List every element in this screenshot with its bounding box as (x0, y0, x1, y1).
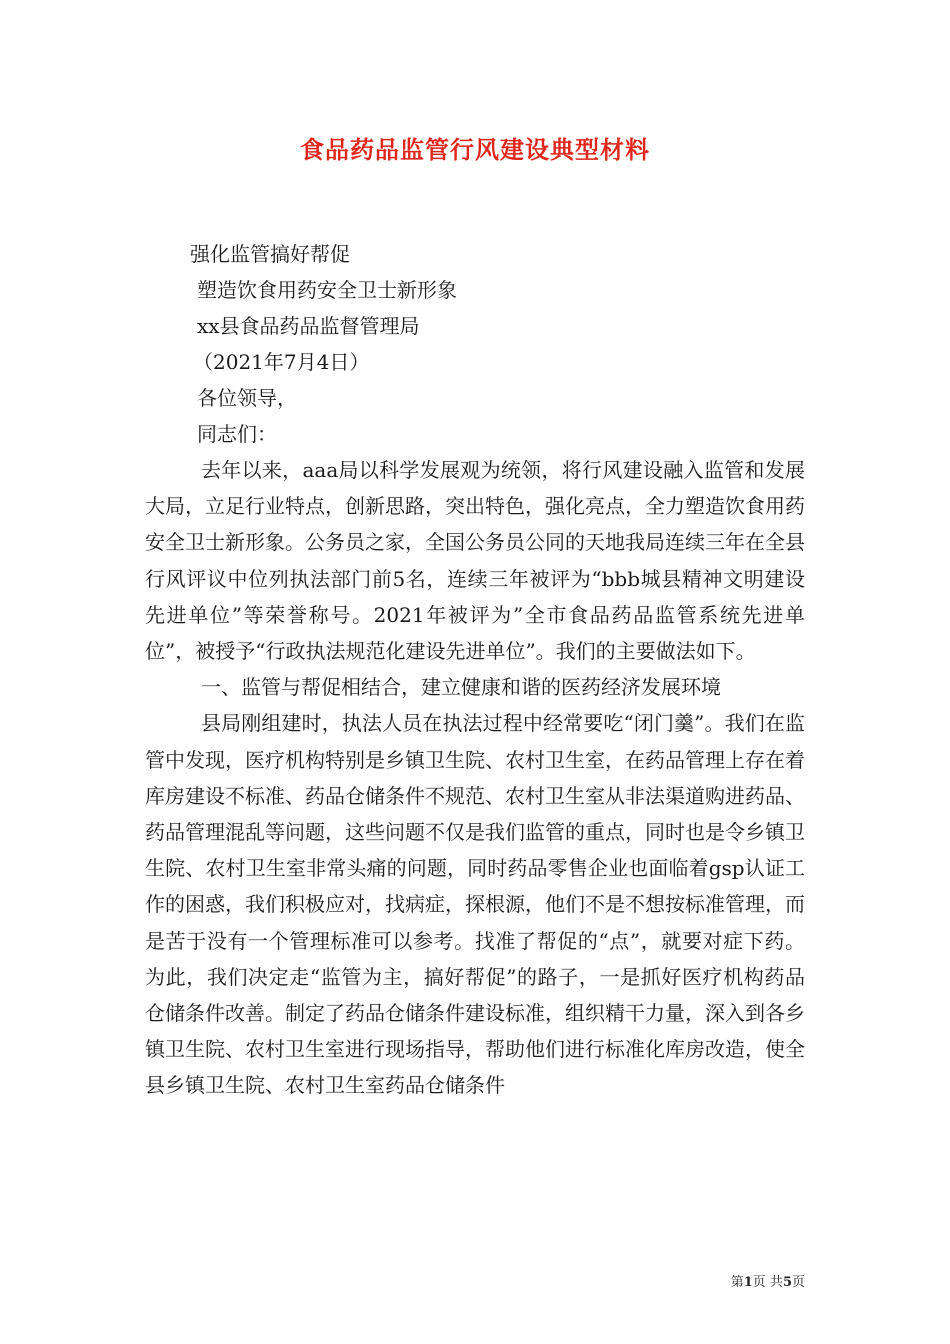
paragraph-intro: 去年以来，aaa局以科学发展观为统领，将行风建设融入监管和发展大局，立足行业特点，创新思路，突出特色，强化亮点，全力塑造饮食用药安全卫士新形象。公务员之家，全国公务员公同的天地我局连续三年在全县行风评议中位列执法部门前5名，连续三年被评为“bbb城县精神文明建设先进单位”等荣誉称号。2021年被评为”全市食品药品监管系统先进单位”，被授予“行政执法规范化建设先进单位”。我们的主要做法如下。 (145, 458, 805, 664)
greeting-line-2: 同志们： (197, 422, 277, 446)
subtitle-line-1: 强化监管搞好帮促 (190, 242, 350, 266)
greeting-line-1: 各位领导， (197, 386, 297, 410)
document-body (145, 236, 805, 1104)
subtitle-line-2: 塑造饮食用药安全卫士新形象 (197, 278, 457, 302)
footer-page-number: 1 (743, 1275, 753, 1290)
footer-middle: 页 共 (752, 1275, 783, 1290)
footer-suffix: 页 (791, 1275, 805, 1290)
paragraph-section-1: 县局刚组建时，执法人员在执法过程中经常要吃“闭门羹”。我们在监管中发现，医疗机构特别是乡镇卫生院、农村卫生室，在药品管理上存在着库房建设不标准、药品仓储条件不规范、农村卫生室从非法渠道购进药品、药品管理混乱等问题，这些问题不仅是我们监管的重点，同时也是令乡镇卫生院、农村卫生室非常头痛的问题，同时药品零售企业也面临着gsp认证工作的困惑，我们积极应对，找病症，探根源，他们不是不想按标准管理，而是苦于没有一个管理标准可以参考。找准了帮促的“点”，就要对症下药。为此，我们决定走“监管为主，搞好帮促”的路子，一是抓好医疗机构药品仓储条件改善。制定了药品仓储条件建设标准，组织精干力量，深入到各乡镇卫生院、农村卫生室进行现场指导，帮助他们进行标准化库房改造，使全县乡镇卫生院、农村卫生室药品仓储条件 (145, 711, 805, 1098)
date-line: （2021年7月4日） (193, 350, 370, 374)
page-footer (731, 1274, 805, 1292)
footer-prefix: 第 (730, 1275, 744, 1290)
organization-line: xx县食品药品监督管理局 (197, 314, 420, 338)
page-title: 食品药品监管行风建设典型材料 (300, 135, 650, 164)
footer-total-pages: 5 (782, 1275, 792, 1290)
section-heading-1: 一、监管与帮促相结合，建立健康和谐的医药经济发展环境 (201, 675, 721, 700)
